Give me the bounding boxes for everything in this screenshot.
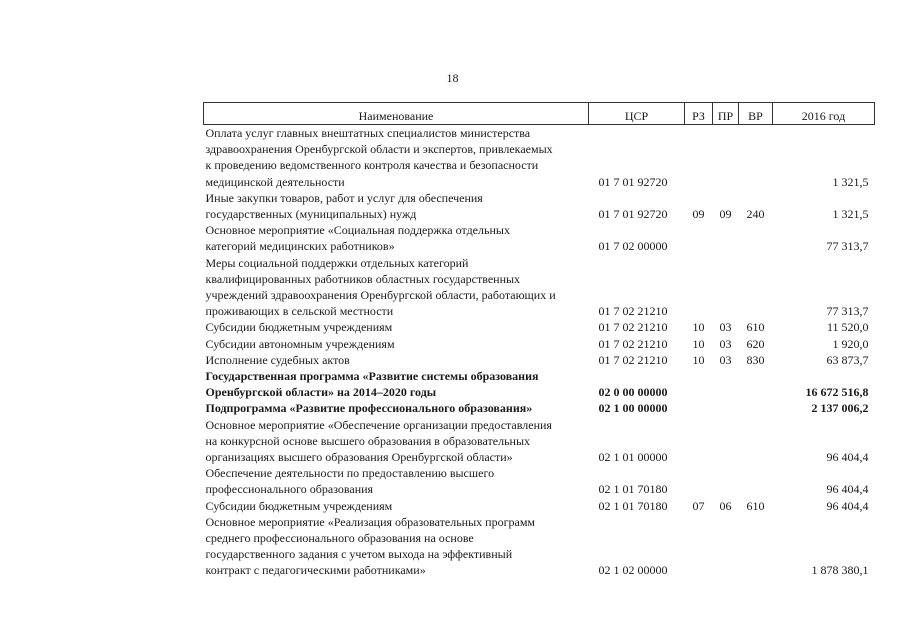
row-vr: 610 (746, 498, 765, 513)
row-amount: 96 404,4 (826, 450, 869, 465)
row-name-line: Оплата услуг главных внештатных специалистов министерства (205, 126, 531, 140)
header-rz: РЗ (685, 103, 713, 125)
row-name (204, 319, 589, 335)
row-pr: 03 (719, 320, 732, 335)
row-name (204, 352, 589, 368)
table-row (204, 514, 875, 579)
row-amount: 96 404,4 (826, 482, 869, 497)
row-rz (685, 465, 713, 497)
row-name-line: Меры социальной поддержки отдельных категорий (205, 255, 469, 270)
row-name (204, 125, 589, 190)
row-name-line: профессионального образования (205, 482, 374, 497)
row-csr: 02 0 00 00000 (598, 385, 668, 400)
row-name-line: среднего профессионального образования на основе (205, 531, 474, 546)
row-name (204, 498, 589, 514)
row-name (204, 222, 589, 254)
row-amount: 1 878 380,1 (811, 563, 869, 578)
header-pr: ПР (713, 103, 739, 125)
row-name (204, 336, 589, 352)
row-pr (713, 255, 739, 320)
row-amount: 63 873,7 (826, 352, 869, 367)
row-name (204, 368, 589, 400)
table-row (204, 352, 875, 368)
row-amount: 77 313,7 (826, 304, 869, 319)
row-pr (713, 400, 739, 416)
row-pr (713, 125, 739, 190)
row-name-line: Субсидии бюджетным учреждениям (205, 320, 393, 335)
row-name-line: проживающих в сельской местности (205, 304, 394, 319)
table-body (204, 125, 875, 579)
row-csr: 01 7 02 21210 (598, 336, 668, 351)
row-csr: 01 7 01 92720 (598, 174, 668, 189)
row-csr: 02 1 01 70180 (598, 482, 668, 497)
row-amount: 11 520,0 (826, 320, 869, 335)
row-name (204, 514, 589, 579)
row-rz (685, 222, 713, 254)
row-rz: 10 (692, 336, 705, 351)
row-name (204, 190, 589, 222)
row-name-line: Исполнение судебных актов (205, 352, 350, 367)
row-amount: 1 920,0 (832, 336, 869, 351)
row-csr: 02 1 02 00000 (598, 563, 668, 578)
row-rz (685, 255, 713, 320)
table-row (204, 255, 875, 320)
row-name-line: Государственная программа «Развитие системы образования (205, 369, 539, 384)
table-row (204, 368, 875, 400)
row-pr (713, 465, 739, 497)
row-vr (739, 417, 773, 466)
row-csr: 01 7 02 21210 (598, 320, 668, 335)
row-name (204, 255, 589, 320)
row-rz: 09 (692, 207, 705, 222)
header-year: 2016 год (773, 103, 875, 125)
row-pr (713, 368, 739, 400)
row-name (204, 417, 589, 466)
row-name-line: медицинской деятельности (205, 174, 345, 189)
page-number: 18 (446, 71, 459, 85)
row-name-line: Основное мероприятие «Социальная поддержка отдельных (205, 223, 510, 238)
row-pr (713, 417, 739, 466)
row-rz (685, 125, 713, 190)
budget-table (203, 102, 875, 579)
row-name-line: к проведению ведомственного контроля качества и безопасности (205, 158, 539, 173)
row-csr: 01 7 01 92720 (598, 207, 668, 222)
row-vr: 240 (746, 207, 765, 222)
table-header-row (204, 103, 875, 125)
row-vr (739, 125, 773, 190)
row-name-line: Оренбургской области» на 2014–2020 годы (205, 385, 437, 400)
row-csr: 01 7 02 00000 (598, 239, 668, 254)
row-rz: 10 (692, 320, 705, 335)
row-name-line: на конкурсной основе высшего образования в образовательных (205, 433, 531, 448)
row-name-line: организациях высшего образования Оренбургской области» (205, 450, 513, 465)
table-row (204, 400, 875, 416)
row-csr: 02 1 01 70180 (598, 498, 668, 513)
row-vr (739, 465, 773, 497)
row-amount: 2 137 006,2 (811, 401, 869, 416)
row-rz: 10 (692, 352, 705, 367)
row-rz (685, 417, 713, 466)
row-name-line: здравоохранения Оренбургской области и экспертов, привлекаемых (205, 142, 553, 157)
row-name-line: Субсидии бюджетным учреждениям (205, 498, 393, 513)
row-vr (739, 368, 773, 400)
row-vr: 610 (746, 320, 765, 335)
row-name-line: Основное мероприятие «Реализация образовательных программ (205, 514, 536, 529)
row-vr (739, 400, 773, 416)
row-rz (685, 514, 713, 579)
table-row (204, 336, 875, 352)
row-pr: 03 (719, 352, 732, 367)
row-name-line: государственных (муниципальных) нужд (205, 207, 417, 222)
table-row (204, 222, 875, 254)
row-name (204, 400, 589, 416)
row-name-line: Подпрограмма «Развитие профессионального образования» (205, 401, 533, 416)
table-row (204, 125, 875, 190)
row-name-line: категорий медицинских работников» (205, 239, 395, 254)
row-csr: 02 1 01 00000 (598, 450, 668, 465)
row-amount: 96 404,4 (826, 498, 869, 513)
row-csr: 01 7 02 21210 (598, 352, 668, 367)
table-row (204, 190, 875, 222)
table-row (204, 465, 875, 497)
row-vr (739, 222, 773, 254)
row-pr (713, 222, 739, 254)
row-vr (739, 514, 773, 579)
row-name-line: Субсидии автономным учреждениям (205, 336, 395, 351)
row-rz (685, 368, 713, 400)
header-csr: ЦСР (589, 103, 685, 125)
row-pr: 06 (719, 498, 732, 513)
row-amount: 1 321,5 (832, 174, 869, 189)
row-name-line: Основное мероприятие «Обеспечение организации предоставления (205, 417, 552, 432)
row-name (204, 465, 589, 497)
row-csr: 01 7 02 21210 (598, 304, 668, 319)
row-name-line: Иные закупки товаров, работ и услуг для обеспечения (205, 190, 483, 205)
table-row (204, 417, 875, 466)
row-vr: 830 (746, 352, 765, 367)
row-name-line: контракт с педагогическими работниками» (205, 563, 426, 578)
row-name-line: Обеспечение деятельности по предоставлению высшего (205, 466, 495, 481)
row-csr: 02 1 00 00000 (598, 401, 668, 416)
row-name-line: квалифицированных работников областных государственных (205, 271, 521, 286)
row-vr (739, 255, 773, 320)
table-row (204, 319, 875, 335)
row-pr: 09 (719, 207, 732, 222)
row-vr: 620 (746, 336, 765, 351)
row-name-line: учреждений здравоохранения Оренбургской области, работающих и (205, 288, 556, 303)
table-row (204, 498, 875, 514)
row-amount: 16 672 516,8 (805, 385, 869, 400)
header-vr: ВР (739, 103, 773, 125)
row-pr (713, 514, 739, 579)
row-name-line: государственного задания с учетом выхода на эффективный (205, 547, 513, 562)
row-amount: 1 321,5 (832, 207, 869, 222)
header-name: Наименование (204, 103, 589, 125)
row-rz: 07 (692, 498, 705, 513)
row-pr: 03 (719, 336, 732, 351)
row-rz (685, 400, 713, 416)
row-amount: 77 313,7 (826, 239, 869, 254)
